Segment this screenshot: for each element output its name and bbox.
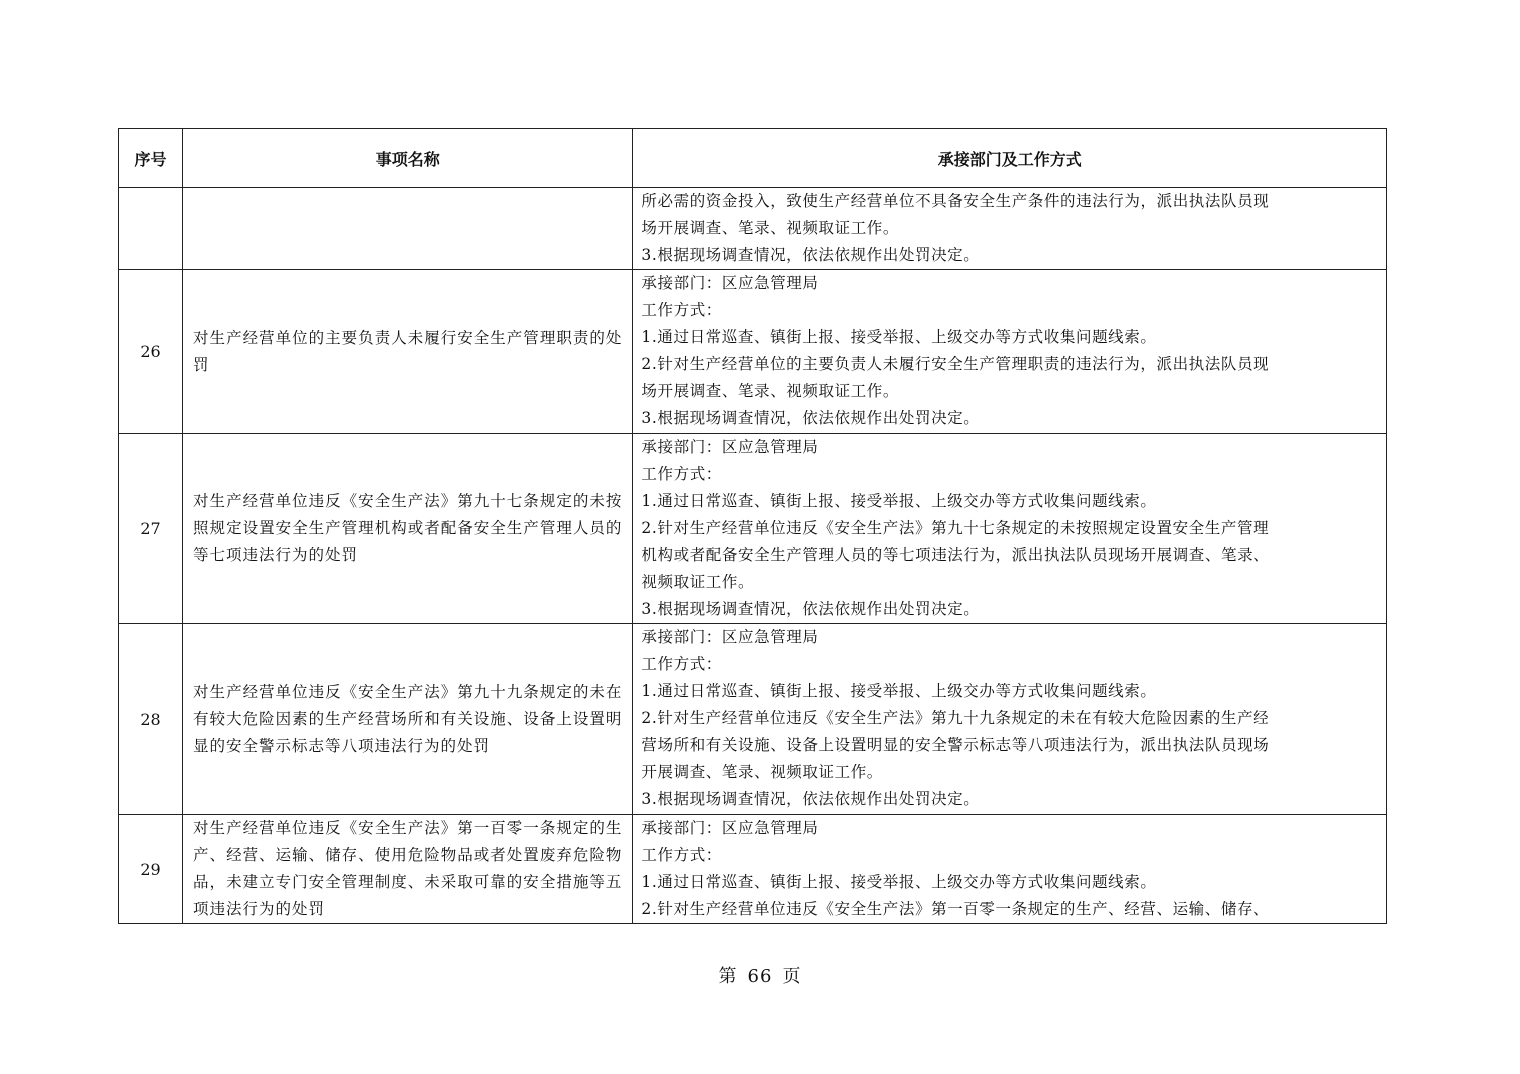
row-department-method: [633, 188, 1387, 270]
matter-name-text: 对生产经营单位违反《安全生产法》第九十七条规定的未按照规定设置安全生产管理机构或者配备安全生产管理人员的等七项违法行为的处罚: [193, 492, 623, 564]
table-row: [119, 624, 1387, 815]
matter-name-text: 对生产经营单位违反《安全生产法》第一百零一条规定的生产、经营、运输、储存、使用危险物品或者处置废弃危险物品，未建立专门安全管理制度、未采取可靠的安全措施等五项违法行为的处罚: [193, 819, 623, 918]
method-line: 视频取证工作。: [641, 573, 755, 591]
page-number-footer: [0, 962, 1520, 988]
table-row: [119, 270, 1387, 434]
method-line: 工作方式：: [641, 465, 722, 483]
method-line: 工作方式：: [641, 301, 722, 319]
row-department-method: [633, 270, 1387, 434]
row-matter-name: [183, 188, 633, 270]
matters-table: [118, 128, 1387, 924]
row-serial-number: 26: [119, 270, 183, 434]
method-line: 1.通过日常巡查、镇街上报、接受举报、上级交办等方式收集问题线索。: [641, 492, 1157, 510]
row-matter-name: [183, 270, 633, 434]
matter-name-text: 对生产经营单位违反《安全生产法》第九十九条规定的未在有较大危险因素的生产经营场所和有关设施、设备上设置明显的安全警示标志等八项违法行为的处罚: [193, 682, 623, 755]
method-line: 2.针对生产经营单位的主要负责人未履行安全生产管理职责的违法行为，派出执法队员现: [641, 355, 1270, 373]
method-line: 1.通过日常巡查、镇街上报、接受举报、上级交办等方式收集问题线索。: [641, 682, 1157, 700]
method-line: 承接部门：区应急管理局: [641, 628, 819, 646]
table-row: [119, 815, 1387, 924]
page-prefix: 第: [718, 966, 738, 987]
page-suffix: 页: [782, 966, 802, 987]
method-line: 营场所和有关设施、设备上设置明显的安全警示标志等八项违法行为，派出执法队员现场: [641, 736, 1270, 754]
method-line: 2.针对生产经营单位违反《安全生产法》第九十九条规定的未在有较大危险因素的生产经: [641, 709, 1270, 727]
method-line: 承接部门：区应急管理局: [641, 274, 819, 292]
header-department-method: 承接部门及工作方式: [633, 129, 1387, 188]
method-line: 1.通过日常巡查、镇街上报、接受举报、上级交办等方式收集问题线索。: [641, 328, 1157, 346]
method-line: 3.根据现场调查情况，依法依规作出处罚决定。: [641, 790, 980, 808]
table-row: [119, 188, 1387, 270]
table-header-row: [119, 129, 1387, 188]
row-serial-number: [119, 188, 183, 270]
method-line: 工作方式：: [641, 655, 722, 673]
row-department-method: [633, 624, 1387, 815]
method-line: 承接部门：区应急管理局: [641, 438, 819, 456]
method-line: 承接部门：区应急管理局: [641, 819, 819, 837]
method-line: 2.针对生产经营单位违反《安全生产法》第一百零一条规定的生产、经营、运输、储存、: [641, 900, 1270, 918]
method-line: 所必需的资金投入，致使生产经营单位不具备安全生产条件的违法行为，派出执法队员现: [641, 192, 1270, 210]
row-serial-number: 27: [119, 434, 183, 624]
method-line: 场开展调查、笔录、视频取证工作。: [641, 382, 899, 400]
method-line: 开展调查、笔录、视频取证工作。: [641, 763, 883, 781]
header-matter-name: 事项名称: [183, 129, 633, 188]
row-matter-name: [183, 624, 633, 815]
method-line: 场开展调查、笔录、视频取证工作。: [641, 219, 899, 237]
method-line: 3.根据现场调查情况，依法依规作出处罚决定。: [641, 246, 980, 264]
table-row: [119, 434, 1387, 624]
row-matter-name: [183, 434, 633, 624]
header-serial-number: 序号: [119, 129, 183, 188]
method-line: 2.针对生产经营单位违反《安全生产法》第九十七条规定的未按照规定设置安全生产管理: [641, 519, 1270, 537]
matter-name-text: 对生产经营单位的主要负责人未履行安全生产管理职责的处罚: [193, 328, 623, 374]
method-line: 3.根据现场调查情况，依法依规作出处罚决定。: [641, 409, 980, 427]
row-serial-number: 28: [119, 624, 183, 815]
method-line: 3.根据现场调查情况，依法依规作出处罚决定。: [641, 600, 980, 618]
page-number: 66: [747, 966, 773, 987]
row-matter-name: [183, 815, 633, 924]
row-department-method: [633, 815, 1387, 924]
row-serial-number: 29: [119, 815, 183, 924]
row-department-method: [633, 434, 1387, 624]
method-line: 工作方式：: [641, 846, 722, 864]
method-line: 机构或者配备安全生产管理人员的等七项违法行为，派出执法队员现场开展调查、笔录、: [641, 546, 1270, 564]
method-line: 1.通过日常巡查、镇街上报、接受举报、上级交办等方式收集问题线索。: [641, 873, 1157, 891]
